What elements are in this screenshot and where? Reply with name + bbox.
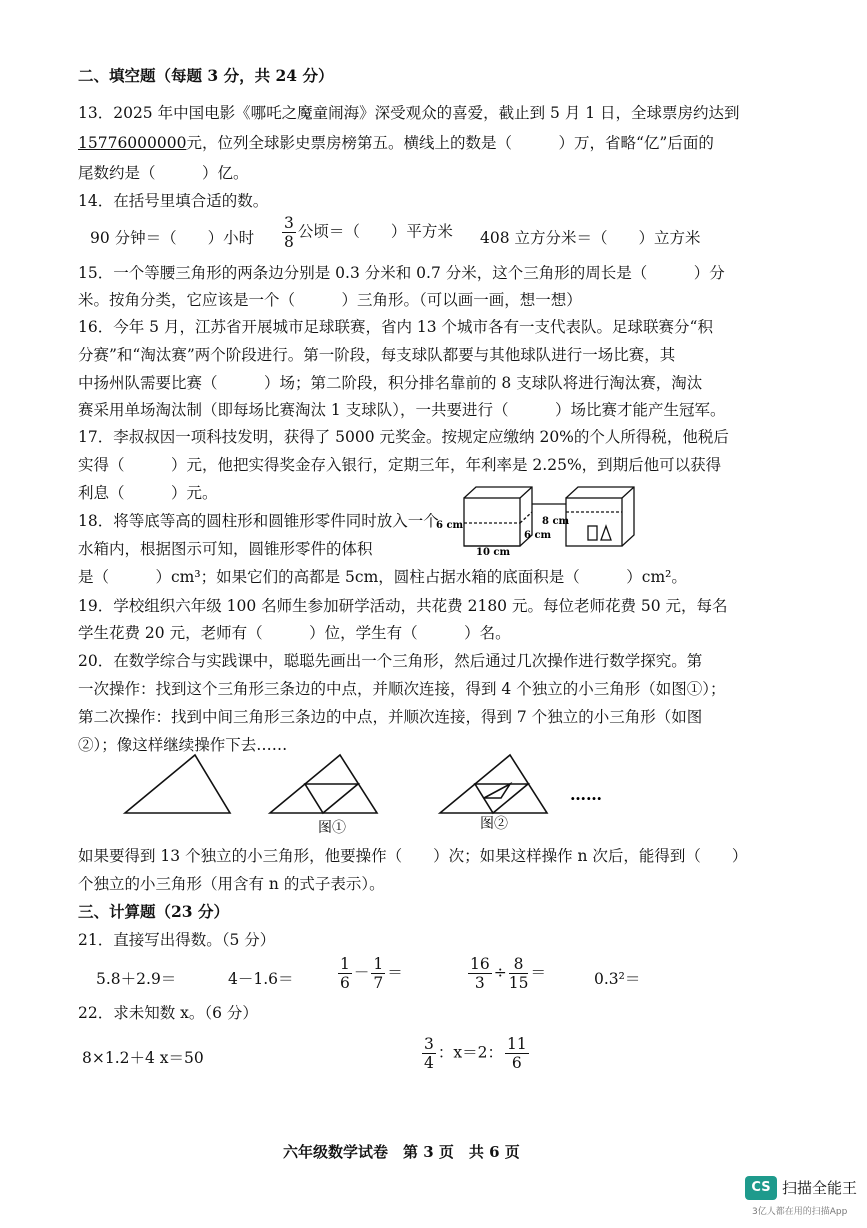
q14-fraction: $\frac{3}{8}$ (284, 214, 294, 251)
q17-line2: 实得（ ）元，他把实得奖金存入银行，定期三年，年利率是 2.25%，到期后他可以获得 (78, 456, 722, 474)
fig1-label: 图① (318, 820, 346, 835)
cone-part (601, 526, 611, 540)
q20-line5: 如果要得到 13 个独立的小三角形，他要操作（ ）次；如果这样操作 n 次后，能得到（ ） (78, 847, 748, 865)
tank2-front (566, 498, 622, 546)
camscanner-name: 扫描全能王 (782, 1179, 858, 1197)
q13-line2 (78, 133, 714, 153)
q13-line3: 尾数约是（ ）亿。 (78, 164, 249, 182)
q22-equation-1: 8×1.2＋4 x＝50 (82, 1049, 204, 1067)
q18-line1: 18．将等底等高的圆柱形和圆锥形零件同时放入一个 (78, 512, 439, 530)
q17-line3: 利息（ ）元。 (78, 484, 218, 502)
q14-item-c: 408 立方分米＝（ ）立方米 (480, 229, 701, 247)
q15-line1: 15．一个等腰三角形的两条边分别是 0.3 分米和 0.7 分米，这个三角形的周长是（ ）分 (78, 264, 725, 282)
triangle-figures (115, 750, 635, 835)
q18-line3: 是（ ）cm³；如果它们的高都是 5cm，圆柱占据水箱的底面积是（ ）cm²。 (78, 568, 687, 586)
section-2-title: 二、填空题（每题 3 分，共 24 分） (78, 66, 334, 85)
fig-label-h3: 8 cm (542, 516, 570, 527)
section-3-title: 三、计算题（23 分） (78, 902, 229, 921)
q17-line1: 17．李叔叔因一项科技发明，获得了 5000 元奖金。按规定应缴纳 20%的个人所得税，他税后 (78, 428, 729, 446)
q13-underlined-number: 15776000000 (78, 134, 187, 152)
water-tank-figure (436, 484, 636, 556)
q13-line2-rest: 元，位列全球影史票房榜第五。横线上的数是（ ）万，省略“亿”后面的 (186, 134, 714, 152)
fig-label-h1: 6 cm (436, 520, 464, 531)
q20-line6: 个独立的小三角形（用含有 n 的式子表示）。 (78, 875, 385, 893)
camscanner-tagline: 3亿人都在用的扫描App (752, 1207, 848, 1217)
q21-expr-4: $\frac{16}{3}$ ÷ $\frac{8}{15}$ ＝ (470, 955, 546, 992)
continuation-dots: …… (570, 785, 602, 804)
q14-line1: 14．在括号里填合适的数。 (78, 192, 269, 210)
q14-item-b: $\frac{3}{8}$ 公顷＝（ ）平方米 (284, 214, 453, 251)
q14-item-a: 90 分钟＝（ ）小时 (90, 229, 255, 247)
fig-label-w: 10 cm (476, 547, 511, 556)
page-footer: 六年级数学试卷 第 3 页 共 6 页 (283, 1143, 520, 1161)
q22-title: 22．求未知数 x。（6 分） (78, 1004, 258, 1022)
fig1-midpoint-triangle (305, 784, 358, 813)
camscanner-logo-icon: CS (745, 1176, 777, 1200)
fig-label-h2: 6 cm (524, 530, 552, 541)
q15-line2: 米。按角分类，它应该是一个（ ）三角形。（可以画一画，想一想） (78, 291, 582, 309)
q13-line1: 13．2025 年中国电影《哪吒之魔童闹海》深受观众的喜爱，截止到 5 月 1 日，全球票房约达到 (78, 104, 740, 122)
q21-expr-3: $\frac{1}{6}$ － $\frac{1}{7}$ ＝ (340, 955, 403, 992)
q20-line2: 一次操作：找到这个三角形三条边的中点，并顺次连接，得到 4 个独立的小三角形（如图①）； (78, 680, 726, 698)
q21-expr-1: 5.8＋2.9＝ (96, 970, 177, 988)
q16-line2: 分赛”和“淘汰赛”两个阶段进行。第一阶段，每支球队都要与其他球队进行一场比赛，其 (78, 346, 676, 364)
q21-expr-5: 0.3²＝ (594, 970, 641, 988)
q19-line1: 19．学校组织六年级 100 名师生参加研学活动，共花费 2180 元。每位老师花费 50 元，每名 (78, 597, 728, 615)
q21-title: 21．直接写出得数。（5 分） (78, 931, 276, 949)
tank1-front (464, 498, 520, 546)
q22-equation-2: $\frac{3}{4}$ ：x＝2： $\frac{11}{6}$ (424, 1035, 527, 1072)
fig2-inner-triangle (484, 784, 510, 798)
q20-line3: 第二次操作：找到中间三角形三条边的中点，并顺次连接，得到 7 个独立的小三角形（如图 (78, 708, 703, 726)
original-triangle (125, 755, 230, 813)
q18-line2: 水箱内，根据图示可知，圆锥形零件的体积 (78, 540, 373, 558)
q16-line3: 中扬州队需要比赛（ ）场；第二阶段，积分排名靠前的 8 支球队将进行淘汰赛，淘汰 (78, 374, 703, 392)
fig2-label: 图② (480, 816, 508, 832)
q16-line4: 赛采用单场淘汰制（即每场比赛淘汰 1 支球队），一共要进行（ ）场比赛才能产生冠军。 (78, 401, 726, 419)
q21-expr-2: 4－1.6＝ (228, 970, 294, 988)
q16-line1: 16．今年 5 月，江苏省开展城市足球联赛，省内 13 个城市各有一支代表队。足球联赛分“积 (78, 318, 713, 336)
q20-line1: 20．在数学综合与实践课中，聪聪先画出一个三角形，然后通过几次操作进行数学探究。第 (78, 652, 703, 670)
q19-line2: 学生花费 20 元，老师有（ ）位，学生有（ ）名。 (78, 624, 511, 642)
q20-line4: ②）；像这样继续操作下去…… (78, 736, 288, 754)
cylinder-part (588, 526, 597, 540)
